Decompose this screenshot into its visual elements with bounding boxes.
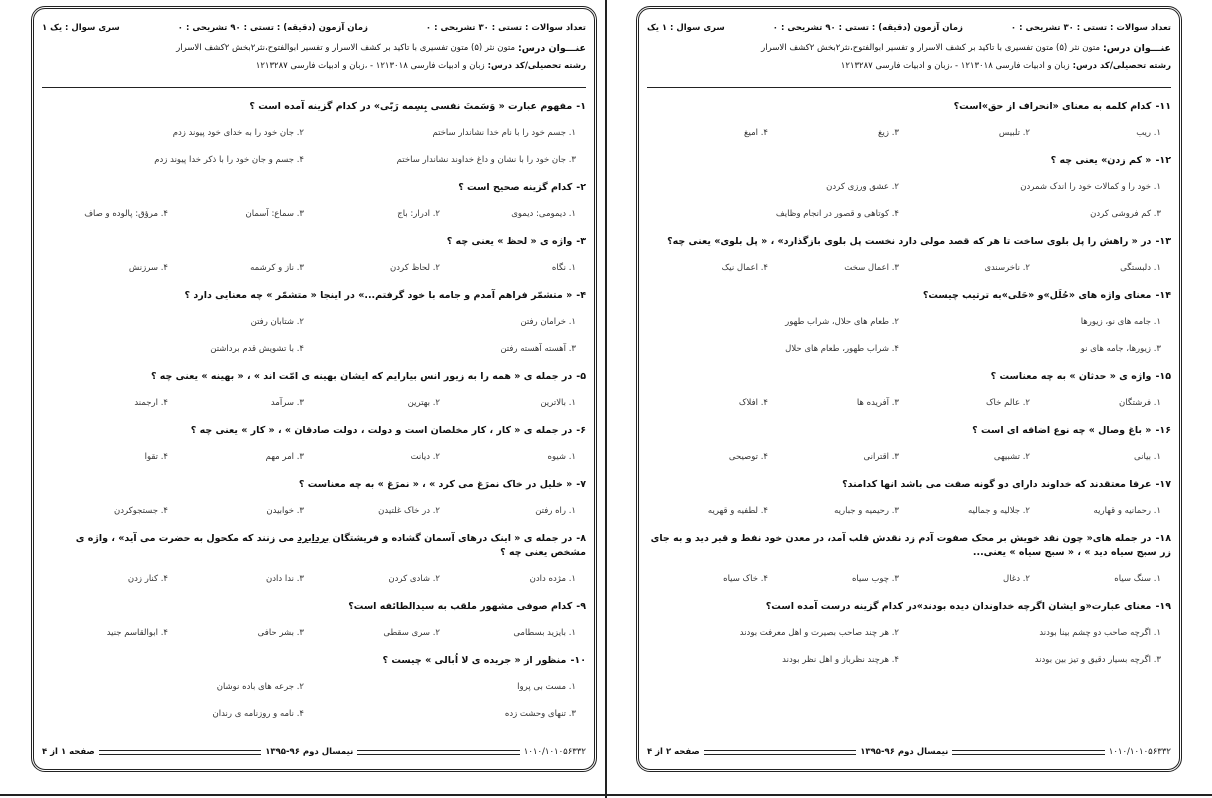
field-label: رشته تحصیلی/کد درس: [1072, 61, 1171, 71]
question-stem: در « راهش را پل بلوی ساخت تا هر که قصد مولی دارد نخست پل بلوی بازگذارد» ، « پل بلوی» یعنی چه؟ [667, 236, 1152, 247]
question-4 [42, 283, 586, 362]
option-4[interactable]: ۴. خاک سیاه [723, 573, 768, 584]
question-stem: عرفا معتقدند که خداوند دارای دو گونه صفت می باشد انها کدامند؟ [842, 479, 1152, 490]
exam-page-1 [31, 6, 597, 772]
option-1[interactable]: ۱. بیانی [1134, 451, 1161, 462]
question-number: ۳- [576, 236, 586, 247]
question-text [42, 594, 586, 619]
question-text [647, 418, 1171, 443]
option-1[interactable]: ۱. راه رفتن [535, 505, 576, 516]
question-number: ۹- [576, 601, 586, 612]
field-label: رشته تحصیلی/کد درس: [487, 61, 586, 71]
field-value: زبان و ادبیات فارسی ۱۲۱۳۰۱۸ - ،زبان و ادبیات فارسی ۱۲۱۳۲۸۷ [840, 61, 1070, 71]
highlighted-word: بردابرد [297, 533, 330, 544]
options [647, 443, 1171, 470]
options [647, 565, 1171, 592]
option-1[interactable]: ۱. دلبستگی [1120, 262, 1161, 273]
question-stem: معنای عبارت«و ایشان اگرچه خداوندان دیده بودند»در کدام گزینه درست آمده است؟ [765, 601, 1152, 612]
series-label: سری سوال : ۱ یک [647, 23, 725, 33]
option-3[interactable]: ۳. خوابیدن [266, 505, 304, 516]
semester-label: نیمسال دوم ۹۶-۱۳۹۵ [265, 747, 354, 757]
course-title-row [647, 39, 1171, 57]
options [647, 497, 1171, 524]
question-stem: کدام صوفی مشهور ملقب به سیدالطائفه است؟ [348, 601, 573, 612]
options [647, 619, 1171, 673]
options [42, 497, 586, 524]
question-text [42, 648, 586, 673]
option-2[interactable]: ۲. بهترین [407, 397, 440, 408]
question-text [647, 94, 1171, 119]
question-stem: کدام گزینه صحیح است ؟ [458, 182, 573, 193]
question-7 [42, 472, 586, 524]
questions-area [647, 88, 1171, 673]
footer-rule [704, 750, 857, 755]
question-stem: کدام کلمه به معنای «انحراف از حق»است؟ [953, 101, 1152, 112]
option-2[interactable]: ۲. دغال [1003, 573, 1030, 584]
option-4[interactable]: ۴. توصیحی [728, 451, 768, 462]
option-2[interactable]: ۲. لحاظ کردن [390, 262, 440, 273]
course-title: متون نثر (۵) متون تفسیری با تاکید بر کشف الاسرار و تفسیر ابوالفتوح،نثر۲بخش ۲کشف الاسرار [761, 43, 1100, 53]
semester-label: نیمسال دوم ۹۶-۱۳۹۵ [860, 747, 949, 757]
footer-rule [357, 750, 520, 755]
question-stem-b: می زنند که مکحول به حضرت می آید» ، واژه ی مشخص یعنی چه ؟ [75, 533, 586, 558]
options [42, 119, 586, 173]
option-2[interactable]: ۲. تشبیهی [993, 451, 1030, 462]
question-text [42, 229, 586, 254]
field-row [42, 57, 586, 75]
question-stem: در جمله ی « کار ، کار مخلصان است و دولت ، دولت صادقان » ، « کار » یعنی چه ؟ [190, 425, 573, 436]
questions-area [42, 88, 586, 727]
option-4[interactable]: ۴. شراب طهور، طعام های حلال [785, 343, 899, 354]
option-1[interactable]: ۱. اگرچه صاحب دو چشم بینا بودند [1039, 627, 1161, 638]
option-2[interactable]: ۲. ناخرسندی [984, 262, 1030, 273]
option-3[interactable]: ۳. ندا دادن [265, 573, 304, 584]
question-11 [647, 94, 1171, 146]
course-title: متون نثر (۵) متون تفسیری با تاکید بر کشف الاسرار و تفسیر ابوالفتوح،نثر۲بخش ۲کشف الاسرار [176, 43, 515, 53]
option-3[interactable]: ۳. سماع: آسمان [245, 208, 304, 219]
question-number: ۱۰- [570, 655, 586, 666]
option-2[interactable]: ۲. جرعه های باده نوشان [216, 681, 304, 692]
exam-code: ۱۰۱۰/۱۰۱۰۵۶۳۳۲ [1108, 747, 1171, 757]
question-text [647, 229, 1171, 254]
field-row [647, 57, 1171, 75]
option-2[interactable]: ۲. شادی کردن [388, 573, 440, 584]
question-15 [647, 364, 1171, 416]
question-number: ۶- [576, 425, 586, 436]
question-number: ۱۷- [1155, 479, 1171, 490]
page-divider [605, 0, 607, 798]
exam-code: ۱۰۱۰/۱۰۱۰۵۶۳۳۲ [523, 747, 586, 757]
question-17 [647, 472, 1171, 524]
options [42, 389, 586, 416]
question-stem: در جمله های« چون نقد خویش بر محک صفوت آدم زد نقدش قلب آمد، در معدن خود نفط و قیر دید و به جای زر سبج سیاه دید » ، « سبج سیاه » یعنی... [650, 533, 1171, 558]
question-number: ۷- [576, 479, 586, 490]
question-stem: « باغ وصال » چه نوع اضافه ای است ؟ [972, 425, 1152, 436]
option-1[interactable]: ۱. دیمومی: دیموی [511, 208, 576, 219]
option-2[interactable]: ۲. شتابان رفتن [250, 316, 304, 327]
header-meta-row [42, 17, 586, 39]
option-1[interactable]: ۱. جامه های نو، زیورها [1080, 316, 1161, 327]
option-4[interactable]: ۴. افلاک [738, 397, 768, 408]
option-3[interactable]: ۳. اعمال سخت [844, 262, 899, 273]
question-19 [647, 594, 1171, 673]
course-title-label: عنـــوان درس: [518, 42, 586, 54]
footer-rule [99, 750, 262, 755]
question-1 [42, 94, 586, 173]
option-1[interactable]: ۱. سنگ سیاه [1114, 573, 1161, 584]
page-number: صفحه ۲ از ۴ [647, 747, 700, 757]
question-stem: واژه ی « حدثان » به چه معناست ؟ [990, 371, 1152, 382]
question-stem: واژه ی « لحظ » یعنی چه ؟ [446, 236, 573, 247]
option-3[interactable]: ۳. سرآمد [270, 397, 304, 408]
option-4[interactable]: ۴. جستجوکردن [113, 505, 168, 516]
options [647, 173, 1171, 227]
option-2[interactable]: ۲. سری سقطی [383, 627, 440, 638]
question-6 [42, 418, 586, 470]
options [42, 308, 586, 362]
question-number: ۱۶- [1155, 425, 1171, 436]
option-4[interactable]: ۴. امیغ [744, 127, 768, 138]
options [42, 565, 586, 592]
question-number: ۱۲- [1155, 155, 1171, 166]
question-text [42, 283, 586, 308]
option-4[interactable]: ۴. مرؤق: پالوده و صاف [84, 208, 168, 219]
option-1[interactable]: ۱. ریب [1136, 127, 1161, 138]
option-2[interactable]: ۲. جلالیه و جمالیه [968, 505, 1030, 516]
options [647, 119, 1171, 146]
question-number: ۸- [576, 533, 586, 544]
option-4[interactable]: ۴. لطفیه و قهریه [707, 505, 768, 516]
option-2[interactable]: ۲. عالم خاک [985, 397, 1030, 408]
option-1[interactable]: ۱. نگاه [551, 262, 576, 273]
course-title-label: عنـــوان درس: [1103, 42, 1171, 54]
question-stem-a: در جمله ی « اینک درهای آسمان گشاده و فریشتگان [329, 533, 573, 544]
option-2[interactable]: ۲. جان خود را به خدای خود پیوند زدم [172, 127, 304, 138]
question-2 [42, 175, 586, 227]
question-text [647, 364, 1171, 389]
question-number: ۱۸- [1155, 533, 1171, 544]
options [42, 200, 586, 227]
question-number: ۱۵- [1155, 371, 1171, 382]
option-2[interactable]: ۲. تلبیس [998, 127, 1030, 138]
option-3[interactable]: ۳. امر مهم [265, 451, 304, 462]
option-1[interactable]: ۱. فرشتگان [1119, 397, 1161, 408]
option-2[interactable]: ۲. ادرار: باج [397, 208, 440, 219]
options [42, 619, 586, 646]
option-2[interactable]: ۲. عشق ورزی کردن [826, 181, 899, 192]
question-number: ۲- [576, 182, 586, 193]
option-3[interactable]: ۳. چوب سیاه [851, 573, 899, 584]
question-number: ۱۴- [1155, 290, 1171, 301]
option-4[interactable]: ۴. کوتاهی و قصور در انجام وظایف [775, 208, 899, 219]
question-number: ۵- [576, 371, 586, 382]
question-text [647, 283, 1171, 308]
question-8 [42, 526, 586, 592]
question-text [647, 594, 1171, 619]
page-footer [647, 745, 1171, 759]
option-2[interactable]: ۲. در خاک غلتیدن [378, 505, 440, 516]
option-1[interactable]: ۱. مست بی پروا [517, 681, 576, 692]
options [647, 308, 1171, 362]
option-1[interactable]: ۱. بالاترین [540, 397, 576, 408]
options [647, 389, 1171, 416]
question-text [42, 526, 586, 565]
option-3[interactable]: ۳. کم فروشی کردن [1090, 208, 1161, 219]
question-text [42, 418, 586, 443]
question-text [42, 175, 586, 200]
option-3[interactable]: ۳. اگرچه بسیار دقیق و تیز بین بودند [1034, 654, 1161, 665]
footer-rule [952, 750, 1105, 755]
question-number: ۱۳- [1155, 236, 1171, 247]
exam-time: زمان آزمون (دقیقه) : تستی : ۹۰ تشریحی : ۰ [772, 23, 963, 33]
page-header [647, 9, 1171, 88]
option-3[interactable]: ۳. آفریده ها [856, 397, 899, 408]
option-4[interactable]: ۴. ارجمند [134, 397, 168, 408]
question-count: تعداد سوالات : تستی : ۳۰ تشریحی : ۰ [425, 23, 586, 33]
exam-time: زمان آزمون (دقیقه) : تستی : ۹۰ تشریحی : ۰ [177, 23, 368, 33]
option-2[interactable]: ۲. هر چند صاحب بصیرت و اهل معرفت بودند [739, 627, 899, 638]
option-1[interactable]: ۱. جسم خود را با نام خدا نشاندار ساختم [432, 127, 576, 138]
field-value: زبان و ادبیات فارسی ۱۲۱۳۰۱۸ - ،زبان و ادبیات فارسی ۱۲۱۳۲۸۷ [255, 61, 485, 71]
page-number: صفحه ۱ از ۴ [42, 747, 95, 757]
question-text [42, 94, 586, 119]
question-text [42, 364, 586, 389]
option-2[interactable]: ۲. طعام های حلال، شراب طهور [785, 316, 899, 327]
question-text [42, 472, 586, 497]
question-number: ۱۱- [1155, 101, 1171, 112]
option-1[interactable]: ۱. رحمانیه و قهاریه [1093, 505, 1161, 516]
series-label: سری سوال : یک ۱ [42, 23, 120, 33]
options [42, 443, 586, 470]
option-3[interactable]: ۳. زیغ [878, 127, 899, 138]
question-14 [647, 283, 1171, 362]
option-3[interactable]: ۳. بشر حافی [257, 627, 304, 638]
option-3[interactable]: ۳. جان خود را با نشان و داغ خداوند نشاندار ساختم [396, 154, 576, 165]
question-stem: « متشمّر فراهم آمدم و جامه با خود گرفتم...» در اینجا « متشمّر » چه معنایی دارد ؟ [184, 290, 573, 301]
question-12 [647, 148, 1171, 227]
option-4[interactable]: ۴. تقوا [144, 451, 168, 462]
question-5 [42, 364, 586, 416]
option-1[interactable]: ۱. خود را و کمالات خود را اندک شمردن [1020, 181, 1161, 192]
option-3[interactable]: ۳. ناز و کرشمه [250, 262, 304, 273]
exam-page-2 [636, 6, 1182, 772]
option-4[interactable]: ۴. ابوالقاسم جنید [106, 627, 168, 638]
option-2[interactable]: ۲. دیانت [410, 451, 440, 462]
option-4[interactable]: ۴. با تشویش قدم برداشتن [210, 343, 304, 354]
question-stem: در جمله ی « همه را به زیور انس بیارایم که ایشان بهینه ی امّت اند » ، « بهینه » یعنی چه ؟ [150, 371, 573, 382]
question-stem: « خلیل در خاک نمرَغ می کرد » ، « نمرَغ » به چه معناست ؟ [298, 479, 573, 490]
page-header [42, 9, 586, 88]
question-text [647, 472, 1171, 497]
option-4[interactable]: ۴. هرچند نظرباز و اهل نظر بودند [782, 654, 899, 665]
option-4[interactable]: ۴. کنار زدن [127, 573, 168, 584]
question-stem: « کم زدن» یعنی چه ؟ [1050, 155, 1152, 166]
option-4[interactable]: ۴. جسم و جان خود را با ذکر خدا پیوند زدم [154, 154, 304, 165]
option-1[interactable]: ۱. مژده دادن [529, 573, 576, 584]
options [42, 673, 586, 727]
question-9 [42, 594, 586, 646]
question-13 [647, 229, 1171, 281]
option-4[interactable]: ۴. نامه و روزنامه ی رندان [212, 708, 304, 719]
course-title-row [42, 39, 586, 57]
option-3[interactable]: ۳. آهسته آهسته رفتن [500, 343, 576, 354]
option-1[interactable]: ۱. خرامان رفتن [520, 316, 576, 327]
options [647, 254, 1171, 281]
question-stem: مفهوم عبارت « وَسَمتَ نفسی بِسِمه رَبّی» در کدام گزینه آمده است ؟ [249, 101, 573, 112]
question-number: ۱- [576, 101, 586, 112]
question-text [647, 148, 1171, 173]
option-3[interactable]: ۳. اقترانی [863, 451, 899, 462]
options [42, 254, 586, 281]
page-footer [42, 745, 586, 759]
question-3 [42, 229, 586, 281]
question-text [647, 526, 1171, 565]
header-meta-row [647, 17, 1171, 39]
option-3[interactable]: ۳. رحیمیه و جباریه [834, 505, 899, 516]
question-16 [647, 418, 1171, 470]
question-10 [42, 648, 586, 727]
question-number: ۴- [576, 290, 586, 301]
option-3[interactable]: ۳. زیورها، جامه های نو [1080, 343, 1161, 354]
option-4[interactable]: ۴. سرزنش [128, 262, 168, 273]
bottom-divider [0, 794, 1212, 796]
question-18 [647, 526, 1171, 592]
question-count: تعداد سوالات : تستی : ۳۰ تشریحی : ۰ [1010, 23, 1171, 33]
option-3[interactable]: ۳. تنهای وحشت زده [504, 708, 576, 719]
question-stem: معنای واژه های «حُلَل»و «حَلی»به ترتیب چیست؟ [922, 290, 1152, 301]
question-stem: منظور از « جریده ی لا اُبالی » چیست ؟ [382, 655, 567, 666]
option-1[interactable]: ۱. شیوه [547, 451, 576, 462]
option-1[interactable]: ۱. بایزید بسطامی [513, 627, 576, 638]
option-4[interactable]: ۴. اعمال نیک [721, 262, 768, 273]
question-number: ۱۹- [1155, 601, 1171, 612]
